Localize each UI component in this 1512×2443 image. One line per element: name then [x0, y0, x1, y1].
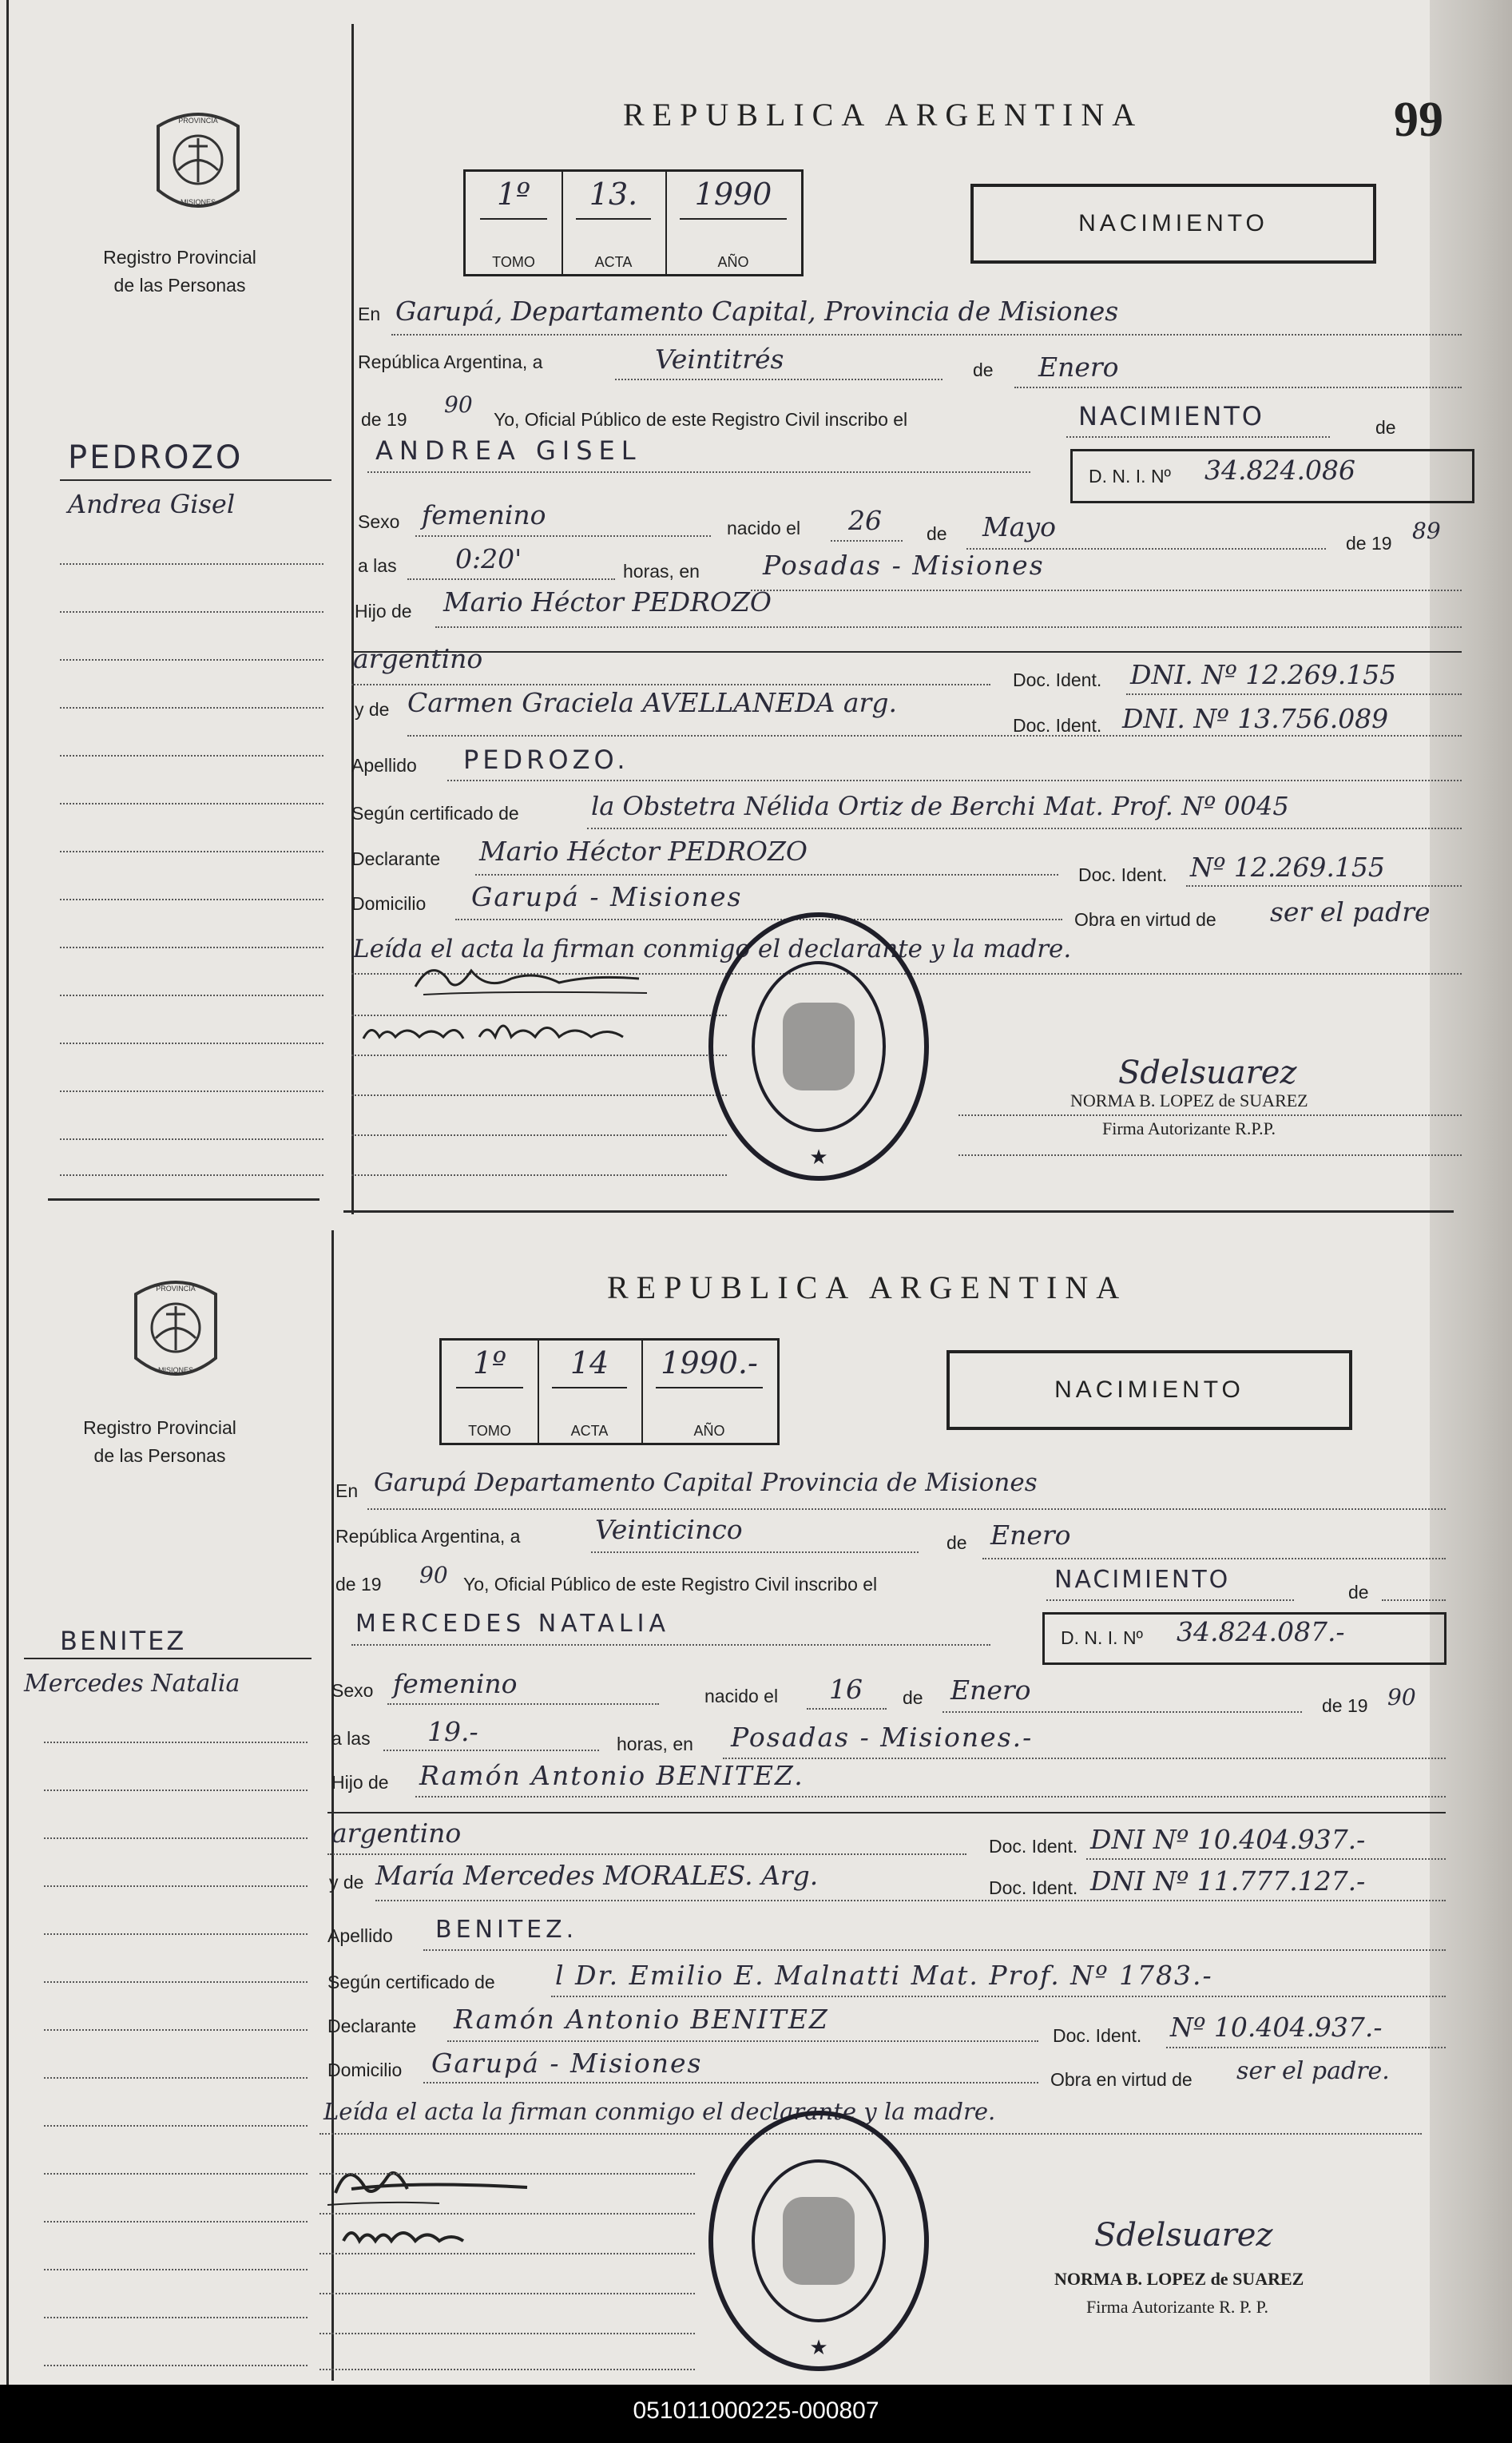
act1-hour-line — [407, 578, 615, 580]
act2-registry-line2: de las Personas — [93, 1445, 226, 1466]
act1-dni-box — [1070, 449, 1474, 503]
act2-sig-line4 — [319, 2293, 695, 2294]
act2-place: Posadas - Misiones.- — [731, 1722, 1034, 1753]
act1-month-line — [1014, 387, 1462, 388]
act2-sexo-value: femenino — [393, 1668, 518, 1699]
act1-registry-line2: de las Personas — [113, 275, 246, 296]
act2-obra-label: Obra en virtud de — [1050, 2069, 1193, 2090]
act2-sig-line2 — [319, 2213, 695, 2215]
act1-hour: 0:20' — [455, 543, 522, 574]
act1-alas-label: a las — [358, 555, 397, 576]
act2-birth-month-line — [943, 1711, 1302, 1713]
act2-dni-label: D. N. I. Nº — [1061, 1627, 1143, 1648]
act2-hour: 19.- — [427, 1716, 478, 1747]
act1-seal-star: ★ — [809, 1145, 828, 1169]
act1-birth-day: 26 — [848, 505, 882, 536]
book-spine — [1430, 0, 1512, 2385]
act1-declarante-doc: Nº 12.269.155 — [1190, 852, 1385, 883]
act2-officer-signature: Sdelsuarez — [1094, 2217, 1273, 2254]
act2-father-doc-line — [1086, 1858, 1446, 1860]
act1-margin-line13 — [60, 1138, 323, 1140]
act2-anio-cell — [641, 1341, 777, 1443]
act1-father: Mario Héctor PEDROZO — [443, 586, 772, 618]
act2-birth-year: 90 — [1387, 1684, 1416, 1710]
act2-declarante-doc-label: Doc. Ident. — [1053, 2025, 1142, 2046]
act1-en-label: En — [358, 304, 381, 324]
act1-republica-label: República Argentina, a — [358, 352, 543, 372]
act2-birth-day: 16 — [829, 1674, 863, 1705]
act1-de-label: de — [973, 359, 994, 380]
act1-year-suffix: 90 — [444, 391, 473, 418]
act2-year-prefix: de 19 — [335, 1574, 382, 1595]
act2-en-label: En — [335, 1480, 359, 1501]
act1-anio-cell — [665, 172, 801, 274]
act2-margin-line5 — [44, 1933, 308, 1935]
act1-en-line — [391, 334, 1462, 336]
act2-segun-label: Según certificado de — [327, 1972, 495, 1992]
act2-father: Ramón Antonio BENITEZ. — [419, 1760, 804, 1791]
act2-nacido-label: nacido el — [704, 1686, 779, 1706]
act2-mother-line — [375, 1900, 1446, 1901]
act1-officer-name: NORMA B. LOPEZ de SUAREZ — [1070, 1090, 1308, 1110]
act1-domicilio-label: Domicilio — [351, 893, 427, 914]
act2-birth-month: Enero — [950, 1674, 1031, 1706]
act2-place-line — [723, 1758, 1446, 1759]
act1-sig-line1 — [351, 1015, 727, 1016]
act1-father-line — [435, 626, 1462, 628]
act1-mother-doc: DNI. Nº 13.756.089 — [1122, 703, 1389, 734]
act2-mother-signature — [335, 2217, 479, 2257]
act2-obra-value: ser el padre. — [1236, 2057, 1390, 2085]
act2-domicilio-value: Garupá - Misiones — [431, 2048, 703, 2079]
act2-registry-line1: Registro Provincial — [83, 1417, 236, 1438]
act1-anio-label: AÑO — [717, 254, 749, 270]
act1-sig-line5 — [351, 1174, 727, 1176]
act2-month-line — [982, 1558, 1446, 1559]
act2-seal-star: ★ — [809, 2335, 828, 2359]
act1-tomo-rule — [480, 218, 547, 220]
act1-en-value: Garupá, Departamento Capital, Provincia de Misiones — [395, 296, 1119, 327]
act1-margin-line7 — [60, 851, 323, 852]
act2-type-box: NACIMIENTO — [946, 1350, 1352, 1430]
act1-margin-line6 — [60, 803, 323, 804]
act2-margin-line4 — [44, 1885, 308, 1887]
act1-margin-line3 — [60, 659, 323, 661]
act2-anio-rule — [656, 1387, 763, 1388]
act2-tomo-label: TOMO — [468, 1423, 511, 1439]
act2-declarante-value: Ramón Antonio BENITEZ — [454, 2004, 829, 2035]
act2-margin-surname: BENITEZ — [60, 1626, 187, 1656]
act2-officer-title: Firma Autorizante R. P. P. — [1086, 2297, 1268, 2317]
act2-father-doc: DNI Nº 10.404.937.- — [1090, 1824, 1366, 1855]
act2-tomo-rule — [456, 1387, 523, 1388]
act1-registry-line1: Registro Provincial — [103, 247, 256, 268]
act1-inscribo-line — [1066, 436, 1330, 438]
act1-acta-rule — [576, 218, 651, 220]
act2-day-words: Veinticinco — [595, 1514, 743, 1545]
act1-mother-signature — [359, 1015, 663, 1051]
act2-mother: María Mercedes MORALES. Arg. — [375, 1860, 819, 1891]
act1-margin-rule — [351, 24, 354, 1214]
act2-day-line — [591, 1551, 919, 1553]
act2-de-label2: de — [1348, 1582, 1369, 1603]
act1-leida: Leída el acta la firman conmigo el declarante y la madre. — [353, 935, 1072, 963]
act2-sig-line5 — [319, 2333, 695, 2334]
act1-birth-month: Mayo — [982, 511, 1056, 542]
act2-de-label: de — [946, 1532, 967, 1553]
act1-segun-line — [587, 828, 1462, 829]
act1-tomo-label: TOMO — [492, 254, 535, 270]
act2-logo-top-text: PROVINCIA — [156, 1285, 196, 1293]
act2-segun-line — [551, 1996, 1446, 1997]
act2-margin-surname-rule — [24, 1658, 312, 1659]
act2-horas-label: horas, en — [617, 1734, 693, 1754]
act1-name-line — [367, 471, 1030, 473]
act1-hijo-label: Hijo de — [355, 601, 412, 622]
act1-de-label2: de — [1375, 417, 1396, 438]
act2-birth-day-line — [807, 1708, 887, 1710]
act2-sexo-line — [387, 1703, 659, 1705]
act1-province-logo — [150, 102, 246, 226]
act1-margin-line4 — [60, 707, 323, 709]
act1-acta-cell — [562, 172, 667, 274]
act1-apellido-label: Apellido — [351, 755, 417, 776]
act1-father-doc-line — [1126, 693, 1462, 695]
act2-country-title: REPUBLICA ARGENTINA — [607, 1269, 1128, 1305]
act2-en-value: Garupá Departamento Capital Provincia de Misiones — [374, 1468, 1038, 1497]
footer-code: 051011000225-000807 — [0, 2385, 1512, 2443]
act2-margin-line10 — [44, 2173, 308, 2175]
act2-declarant-signature — [319, 2157, 543, 2213]
act2-year-suffix: 90 — [419, 1562, 448, 1588]
act1-declarante-doc-label: Doc. Ident. — [1078, 864, 1168, 885]
act1-father-rule — [351, 651, 1462, 653]
act2-declarante-line — [447, 2040, 1038, 2042]
act1-nacido-label: nacido el — [727, 518, 801, 538]
act1-father-doc-label: Doc. Ident. — [1013, 669, 1102, 690]
act1-birth-year: 89 — [1412, 518, 1441, 544]
act1-margin-line12 — [60, 1090, 323, 1092]
act1-dni-value: 34.824.086 — [1204, 455, 1355, 486]
act1-day-line — [615, 379, 943, 380]
act1-margin-line9 — [60, 947, 323, 948]
act2-officer-name: NORMA B. LOPEZ de SUAREZ — [1054, 2269, 1304, 2289]
act1-mother: Carmen Graciela AVELLANEDA arg. — [407, 687, 897, 718]
act2-margin-line7 — [44, 2029, 308, 2031]
act2-acta-label: ACTA — [570, 1423, 609, 1439]
act2-segun-value: l Dr. Emilio E. Malnatti Mat. Prof. Nº 1783.- — [555, 1960, 1213, 1991]
act2-father-nat: argentino — [331, 1817, 462, 1849]
act2-declarante-doc-line — [1166, 2047, 1446, 2048]
act1-margin-line14 — [60, 1174, 323, 1176]
act1-margin-line1 — [60, 563, 323, 565]
act1-declarant-signature — [399, 955, 663, 1003]
act2-father-rule — [327, 1812, 1446, 1813]
act1-bottom-rule — [343, 1210, 1454, 1213]
act1-apellido-line — [447, 780, 1462, 781]
page-number: 99 — [1394, 93, 1443, 147]
act1-logo-bottom-text: MISIONES — [180, 198, 216, 206]
act1-declarante-line — [475, 874, 1058, 876]
act1-sig-line2 — [351, 1055, 727, 1056]
act1-obra-label: Obra en virtud de — [1074, 909, 1216, 930]
act2-tomo-cell — [442, 1341, 539, 1443]
act1-tomo-cell — [466, 172, 563, 274]
act1-margin-line2 — [60, 611, 323, 613]
act1-margin-line5 — [60, 755, 323, 757]
act1-segun-label: Según certificado de — [351, 803, 519, 824]
act2-apellido-label: Apellido — [327, 1925, 393, 1946]
act1-mother-line — [407, 735, 1462, 737]
act1-margin-line8 — [60, 899, 323, 900]
act1-year-prefix: de 19 — [361, 409, 407, 430]
act2-logo-bottom-text: MISIONES — [157, 1366, 194, 1374]
act2-anio-label: AÑO — [693, 1423, 725, 1439]
act1-sig-line4 — [351, 1134, 727, 1136]
act1-de-label3: de — [927, 523, 947, 544]
act2-yde-label: y de — [329, 1872, 364, 1893]
act2-name-line — [351, 1644, 990, 1646]
act2-anio-value: 1990.- — [661, 1345, 758, 1380]
act1-de19-label: de 19 — [1346, 533, 1392, 554]
act2-father-nat-line — [327, 1853, 966, 1855]
act2-sig-line1 — [319, 2173, 695, 2175]
act1-birth-day-line — [831, 540, 903, 542]
act2-en-line — [367, 1508, 1446, 1510]
act1-segun-value: la Obstetra Nélida Ortiz de Berchi Mat. Prof. Nº 0045 — [591, 791, 1289, 821]
act2-name: MERCEDES NATALIA — [355, 1610, 670, 1638]
act2-dni-box — [1042, 1612, 1447, 1665]
act1-margin-given: Andrea Gisel — [68, 489, 236, 519]
act2-de2-line — [1382, 1599, 1446, 1601]
act2-margin-line1 — [44, 1742, 308, 1743]
act1-father-nat-line — [351, 684, 990, 685]
act1-dni-label: D. N. I. Nº — [1089, 466, 1171, 487]
act2-mother-doc: DNI Nº 11.777.127.- — [1090, 1865, 1366, 1897]
act1-apellido-value: PEDROZO. — [463, 745, 629, 775]
act2-acta-cell — [538, 1341, 643, 1443]
act2-oficial-text: Yo, Oficial Público de este Registro Civil inscribo el — [463, 1574, 878, 1595]
act1-declarante-doc-line — [1186, 885, 1462, 887]
act2-de-label3: de — [903, 1687, 923, 1708]
act1-month: Enero — [1038, 352, 1119, 383]
act1-officer-signature: Sdelsuarez — [1118, 1055, 1297, 1091]
left-edge-rule — [6, 0, 9, 2385]
act2-hijo-label: Hijo de — [331, 1772, 389, 1793]
act2-margin-given: Mercedes Natalia — [24, 1670, 240, 1698]
act1-inscribo-value: NACIMIENTO — [1078, 401, 1264, 431]
act2-domicilio-line — [423, 2082, 1038, 2084]
act2-apellido-value: BENITEZ. — [435, 1916, 578, 1944]
act1-sig-line6 — [958, 1114, 1462, 1116]
act1-yde-label: y de — [355, 699, 390, 720]
act1-father-doc: DNI. Nº 12.269.155 — [1130, 659, 1397, 690]
act1-horas-label: horas, en — [623, 561, 700, 582]
act1-anio-value: 1990 — [694, 177, 772, 212]
act1-country-title: REPUBLICA ARGENTINA — [623, 97, 1144, 133]
act1-acta-value: 13. — [589, 177, 638, 212]
act2-domicilio-label: Domicilio — [327, 2060, 403, 2080]
act2-margin-line8 — [44, 2077, 308, 2079]
act1-sig-line3 — [351, 1094, 727, 1096]
act1-acta-label: ACTA — [594, 254, 633, 270]
act2-register-numbers — [439, 1338, 780, 1445]
act2-sexo-label: Sexo — [331, 1680, 374, 1701]
act2-mother-doc-label: Doc. Ident. — [989, 1877, 1078, 1898]
act2-inscribo-value: NACIMIENTO — [1054, 1566, 1231, 1594]
act1-declarante-label: Declarante — [351, 848, 441, 869]
act1-margin-line11 — [60, 1043, 323, 1044]
act2-margin-line11 — [44, 2221, 308, 2223]
act2-province-logo — [128, 1270, 224, 1394]
act1-place-line — [751, 590, 1462, 591]
act1-official-seal — [703, 907, 935, 1186]
act1-day-words: Veintitrés — [655, 344, 784, 375]
act1-anio-rule — [680, 218, 787, 220]
act2-inscribo-line — [1046, 1599, 1294, 1601]
act1-officer-title: Firma Autorizante R.P.P. — [1102, 1118, 1276, 1138]
act2-alas-label: a las — [331, 1728, 371, 1749]
act2-acta-rule — [552, 1387, 627, 1388]
act2-sig-line3 — [319, 2253, 695, 2254]
act1-register-numbers — [463, 169, 804, 276]
act2-hour-line — [383, 1750, 599, 1751]
act2-sig-line6 — [319, 2369, 695, 2370]
act2-dni-value: 34.824.087.- — [1177, 1616, 1345, 1647]
act1-name: ANDREA GISEL — [375, 435, 642, 466]
act1-mother-doc-label: Doc. Ident. — [1013, 715, 1102, 736]
act1-sexo-line — [415, 535, 711, 537]
act1-sig-line7 — [958, 1154, 1462, 1156]
act2-margin-line2 — [44, 1790, 308, 1791]
act2-father-doc-label: Doc. Ident. — [989, 1836, 1078, 1857]
act1-margin-surname: PEDROZO — [68, 439, 244, 476]
act2-official-seal — [703, 2105, 935, 2377]
act1-tomo-value: 1º — [496, 177, 531, 212]
act2-apellido-line — [423, 1949, 1446, 1951]
act1-sexo-value: femenino — [422, 499, 546, 530]
act2-declarante-label: Declarante — [327, 2016, 417, 2036]
act2-margin-line3 — [44, 1837, 308, 1839]
act2-margin-line14 — [44, 2365, 308, 2366]
act1-type-box: NACIMIENTO — [970, 184, 1376, 264]
act1-margin-line10 — [60, 995, 323, 996]
act1-oficial-text: Yo, Oficial Público de este Registro Civil inscribo el — [494, 409, 908, 430]
act1-obra-value: ser el padre — [1270, 896, 1431, 928]
act2-father-line — [415, 1796, 1446, 1797]
act1-declarante-value: Mario Héctor PEDROZO — [479, 836, 808, 867]
act2-acta-value: 14 — [569, 1345, 609, 1380]
act2-month: Enero — [990, 1519, 1071, 1551]
act2-tomo-value: 1º — [472, 1345, 507, 1380]
act2-leida: Leída el acta la firman conmigo el declarante y la madre. — [323, 2098, 996, 2125]
act1-domicilio-value: Garupá - Misiones — [471, 881, 743, 912]
act-separator-rule — [48, 1198, 319, 1201]
act2-republica-label: República Argentina, a — [335, 1526, 521, 1547]
act1-margin-surname-rule — [60, 479, 331, 481]
act2-de19-label: de 19 — [1322, 1695, 1368, 1716]
act2-margin-line12 — [44, 2269, 308, 2270]
act2-margin-line9 — [44, 2125, 308, 2127]
act1-sexo-label: Sexo — [358, 511, 400, 532]
act1-place: Posadas - Misiones — [763, 550, 1045, 581]
act2-declarante-doc: Nº 10.404.937.- — [1170, 2012, 1383, 2043]
act1-father-nat: argentino — [353, 643, 483, 674]
act1-logo-top-text: PROVINCIA — [178, 117, 218, 125]
act2-margin-line13 — [44, 2317, 308, 2318]
act2-margin-line6 — [44, 1981, 308, 1983]
